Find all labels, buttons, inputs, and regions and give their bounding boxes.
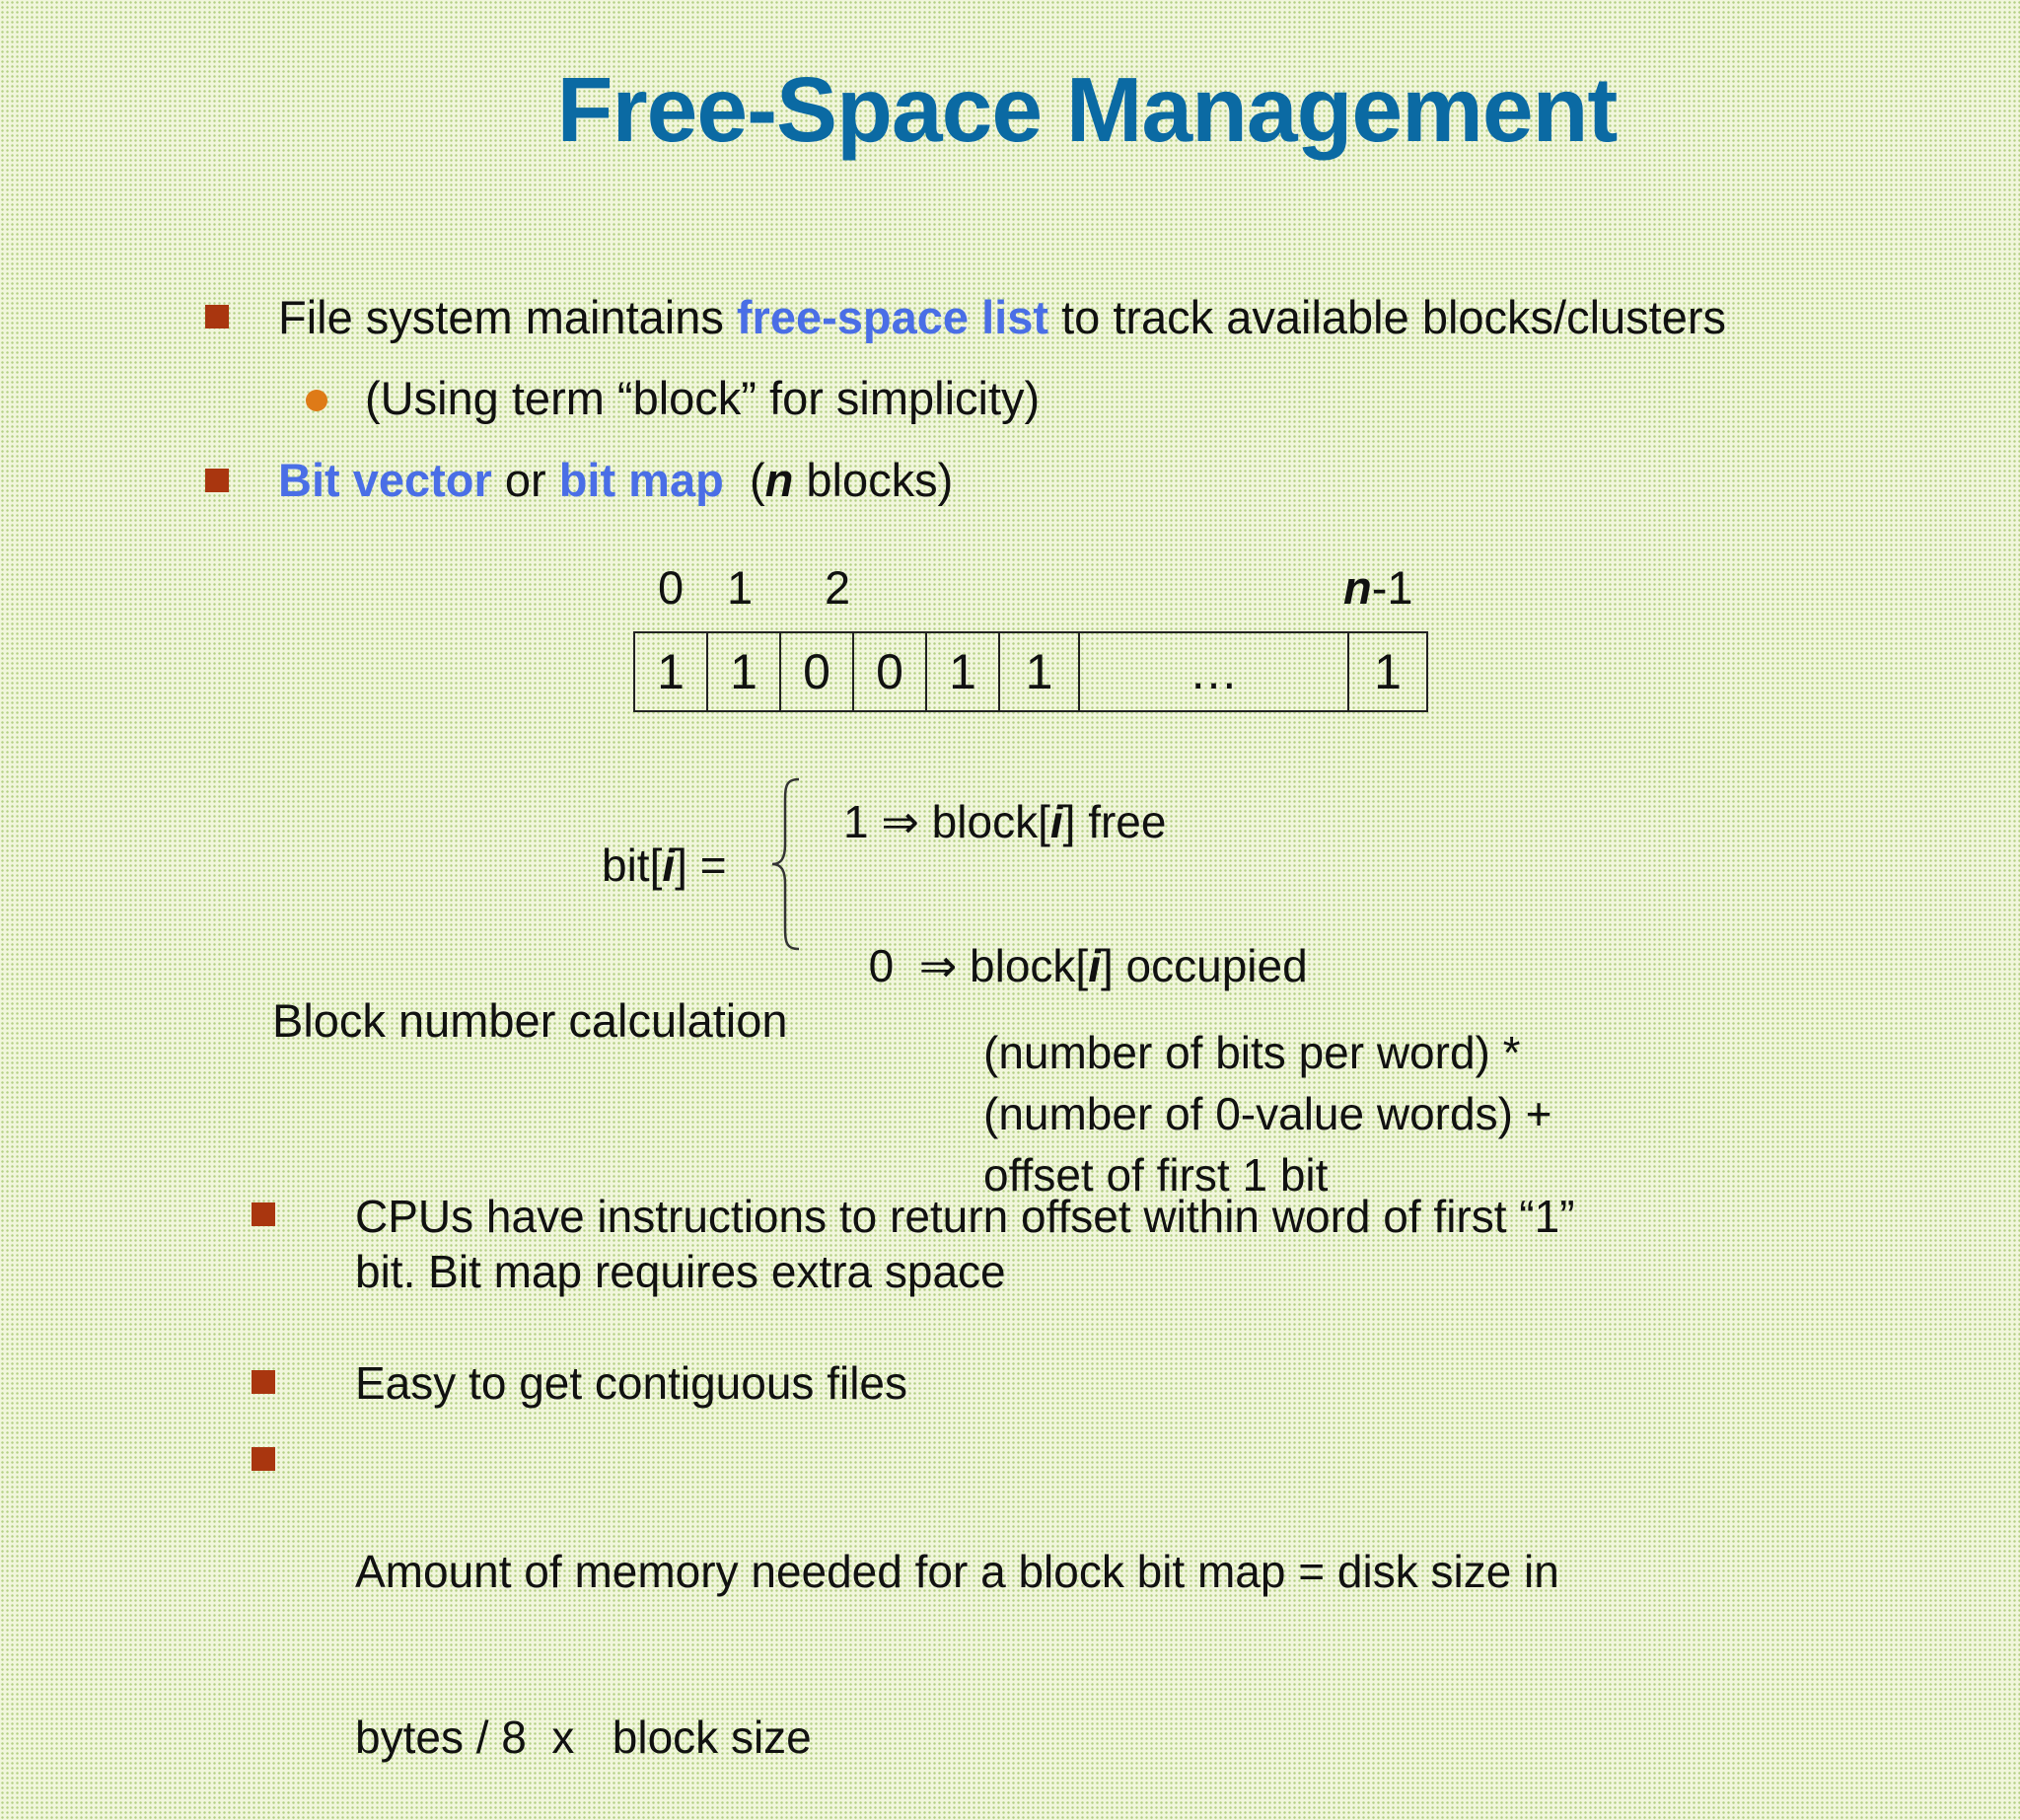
sub-bullet-block-term: (Using term “block” for simplicity) xyxy=(365,372,1041,424)
square-bullet-icon xyxy=(205,305,229,328)
bullet-memory-needed xyxy=(355,1433,1559,1820)
square-bullet-icon xyxy=(252,1447,275,1471)
free-space-list-term: free-space list xyxy=(736,291,1049,343)
bullet1-text-after: to track available blocks/clusters xyxy=(1048,291,1727,343)
bit-map-term: bit map xyxy=(558,454,724,506)
formula-line-2: (number of 0-value words) + xyxy=(983,1088,1552,1139)
lhs-pre: bit[ xyxy=(602,839,663,891)
bit-cell-last: 1 xyxy=(1374,644,1402,699)
bullet3-line-2: bit. Bit map requires extra space xyxy=(355,1246,1006,1297)
page-title: Free-Space Management xyxy=(556,58,1618,161)
case1-post: ] free xyxy=(1062,796,1167,847)
i-variable: i xyxy=(1088,940,1101,991)
bullet-bit-vector xyxy=(278,454,954,506)
bullet3-line-1: CPUs have instructions to return offset within word of first “1” xyxy=(355,1191,1575,1242)
paren-open-text: ( xyxy=(723,454,765,506)
ellipsis-cell: … xyxy=(1080,633,1349,710)
block-calc-formula xyxy=(983,1022,1552,1205)
i-variable: i xyxy=(662,839,676,891)
bit-definition-lhs xyxy=(602,838,727,892)
case1-pre: 1 ⇒ block[ xyxy=(843,796,1050,847)
formula-line-3: offset of first 1 bit xyxy=(983,1149,1329,1201)
case2-post: ] occupied xyxy=(1100,940,1308,991)
bit-vector-term: Bit vector xyxy=(278,454,492,506)
square-bullet-icon xyxy=(205,469,229,492)
bit-cell: 1 xyxy=(1000,633,1080,710)
block-calc-label: Block number calculation xyxy=(272,994,788,1047)
formula-line-1: (number of bits per word) * xyxy=(983,1027,1521,1078)
case-free xyxy=(843,795,1166,848)
bit-vector-table xyxy=(633,631,1428,712)
bit-cell: 0 xyxy=(854,633,927,710)
bit-index-1: 1 xyxy=(727,561,754,614)
bullet5-line-1: Amount of memory needed for a block bit map = disk size in xyxy=(355,1546,1559,1597)
lhs-post: ] = xyxy=(675,839,727,891)
bit-cell: 1 xyxy=(927,633,1000,710)
bit-index-last xyxy=(1343,560,1413,615)
i-variable: i xyxy=(1049,796,1063,847)
or-text: or xyxy=(491,454,559,506)
bullet1-text-before: File system maintains xyxy=(278,291,737,343)
left-brace-icon xyxy=(769,777,805,951)
bullet5-line-2: bytes / 8 x block size xyxy=(355,1711,812,1763)
bit-index-2: 2 xyxy=(825,561,851,614)
case-occupied xyxy=(843,886,1308,992)
bit-cell: 0 xyxy=(781,633,854,710)
bit-cell: 1 xyxy=(708,633,781,710)
n-variable: n xyxy=(1343,561,1372,614)
blocks-text: blocks) xyxy=(793,454,954,506)
case2-pre: 0 ⇒ block[ xyxy=(868,940,1089,991)
minus-one-text: -1 xyxy=(1371,561,1413,614)
bullet-cpu-instructions xyxy=(355,1189,1575,1299)
bullet-contiguous-files: Easy to get contiguous files xyxy=(355,1357,907,1409)
square-bullet-icon xyxy=(252,1370,275,1394)
round-bullet-icon xyxy=(306,390,327,411)
square-bullet-icon xyxy=(252,1202,275,1226)
bullet-free-space-list xyxy=(278,291,1727,343)
n-variable: n xyxy=(764,454,794,506)
bit-index-0: 0 xyxy=(658,561,685,614)
bit-cell: 1 xyxy=(635,633,708,710)
